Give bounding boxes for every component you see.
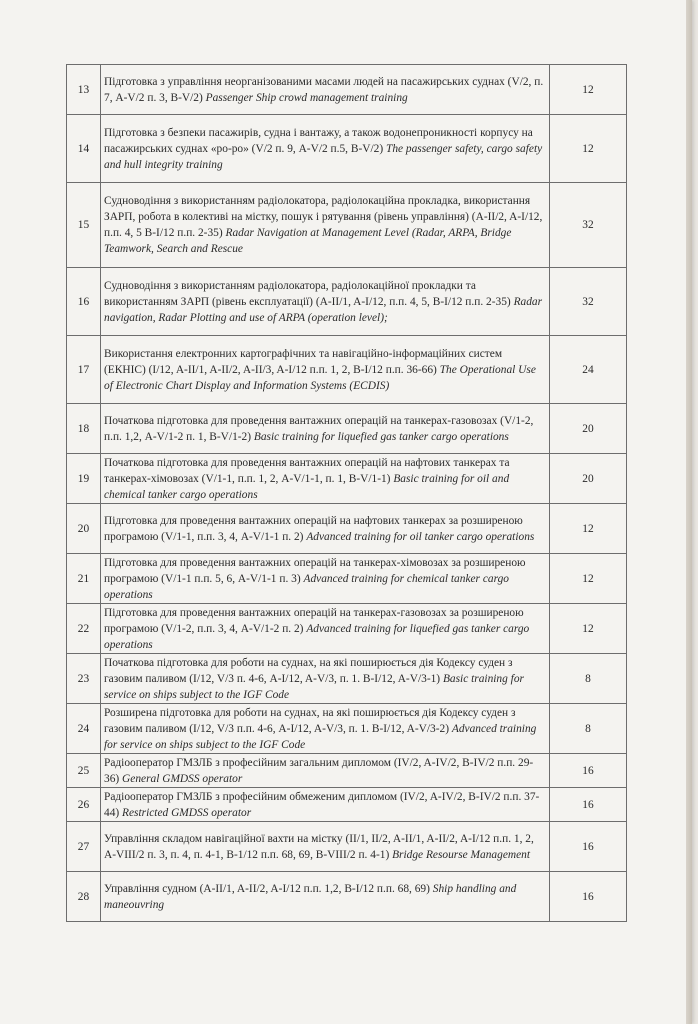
course-description — [101, 183, 550, 268]
course-description — [101, 268, 550, 336]
course-hours: 8 — [550, 704, 627, 754]
table-row — [67, 268, 627, 336]
course-hours: 8 — [550, 654, 627, 704]
course-text: Управління складом навігаційної вахти на містку (II/1, II/2, A-II/1, A-II/2, A-I/12 п.п. 1, 2, A-VIII/2 п. 3, п. 4, п. 4-1, B-1/12 п.п. 68, 69, B-VIII/2 п. 4-1) — [104, 832, 534, 861]
courses-table — [66, 64, 627, 922]
course-description — [101, 822, 550, 872]
table-row — [67, 454, 627, 504]
course-english-title: Advanced training for liquefied gas tanker cargo operations — [104, 622, 530, 651]
course-text: Підготовка з безпеки пасажирів, судна і вантажу, а також водонепроникності корпусу на пасажирських суднах «ро-ро» (V/2 п. 9, A-V/2 п.5, B-V/2) — [104, 126, 533, 155]
course-hours: 16 — [550, 754, 627, 788]
course-text: Підготовка для проведення вантажних операцій на танкерах-газовозах за розширеною програмою (V/1-2, п.п. 3, 4, A-V/1-2 п. 2) — [104, 606, 524, 635]
row-number: 23 — [67, 654, 101, 704]
row-number: 16 — [67, 268, 101, 336]
course-english-title: General GMDSS operator — [122, 772, 243, 785]
course-hours: 12 — [550, 115, 627, 183]
table-row — [67, 554, 627, 604]
row-number: 25 — [67, 754, 101, 788]
row-number: 20 — [67, 504, 101, 554]
course-english-title: Advanced training for service on ships subject to the IGF Code — [104, 722, 537, 751]
row-number: 15 — [67, 183, 101, 268]
course-hours: 16 — [550, 788, 627, 822]
course-text: Підготовка для проведення вантажних операцій на танкерах-хімовозах за розширеною програмою (V/1-1 п.п. 5, 6, A-V/1-1 п. 3) — [104, 556, 526, 585]
table-row — [67, 65, 627, 115]
course-text: Розширена підготовка для роботи на суднах, на які поширюється дія Кодексу суден з газовим паливом (I/12, V/3 п.п. 4-6, A-I/12, A-V/3, п. 1. B-I/12, A-V/3-2) — [104, 706, 516, 735]
courses-table-body — [67, 65, 627, 922]
course-description — [101, 336, 550, 404]
course-english-title: Advanced training for oil tanker cargo operations — [306, 530, 535, 543]
course-description — [101, 554, 550, 604]
table-row — [67, 822, 627, 872]
course-english-title: Bridge Resourse Management — [392, 848, 531, 861]
course-description — [101, 788, 550, 822]
course-description — [101, 504, 550, 554]
course-text: Початкова підготовка для проведення вантажних операцій на нафтових танкерах та танкерах-хімовозах (V/1-1, п.п. 1, 2, A-V/1-1, п. 1, B-V/1-1) — [104, 456, 510, 485]
row-number: 22 — [67, 604, 101, 654]
course-hours: 32 — [550, 268, 627, 336]
course-text: Радіооператор ГМЗЛБ з професійним обмеженим дипломом (IV/2, A-IV/2, B-IV/2 п.п. 37-44) — [104, 790, 540, 819]
course-hours: 16 — [550, 822, 627, 872]
course-description — [101, 872, 550, 922]
row-number: 21 — [67, 554, 101, 604]
table-row — [67, 872, 627, 922]
course-english-title: Radar navigation, Radar Plotting and use of ARPA (operation level); — [104, 295, 543, 324]
course-text: Судноводіння з використанням радіолокатора, радіолокаційної прокладки та використанням ЗАРП (рівень експлуатації) (A-II/1, A-I/12, п.п. 4, 5, B-I/12 п.п. 2-35) — [104, 279, 514, 308]
course-english-title: Restricted GMDSS operator — [122, 806, 252, 819]
course-text: Радіооператор ГМЗЛБ з професійним загальним дипломом (IV/2, A-IV/2, B-IV/2 п.п. 29-36) — [104, 756, 534, 785]
course-hours: 12 — [550, 604, 627, 654]
row-number: 26 — [67, 788, 101, 822]
course-english-title: Basic training for service on ships subject to the IGF Code — [104, 672, 524, 701]
course-hours: 20 — [550, 404, 627, 454]
row-number: 19 — [67, 454, 101, 504]
course-text: Початкова підготовка для роботи на суднах, на які поширюється дія Кодексу суден з газовим паливом (I/12, V/3 п. 4-6, A-I/12, A-V/3, п. 1. B-I/12, A-V/3-1) — [104, 656, 513, 685]
row-number: 27 — [67, 822, 101, 872]
table-row — [67, 654, 627, 704]
course-hours: 12 — [550, 554, 627, 604]
row-number: 14 — [67, 115, 101, 183]
course-description — [101, 65, 550, 115]
course-english-title: Advanced training for chemical tanker cargo operations — [104, 572, 509, 601]
table-row — [67, 115, 627, 183]
row-number: 28 — [67, 872, 101, 922]
course-english-title: Basic training for oil and chemical tanker cargo operations — [104, 472, 510, 501]
table-row — [67, 404, 627, 454]
course-hours: 12 — [550, 504, 627, 554]
table-row — [67, 788, 627, 822]
course-text: Управління судном (A-II/1, A-II/2, A-I/12 п.п. 1,2, B-I/12 п.п. 68, 69) — [104, 882, 433, 895]
table-row — [67, 504, 627, 554]
course-description — [101, 754, 550, 788]
course-english-title: The Operational Use of Electronic Chart Display and Information Systems (ECDIS) — [104, 363, 536, 392]
table-row — [67, 754, 627, 788]
course-text: Судноводіння з використанням радіолокатора, радіолокаційна прокладка, використання ЗАРП, робота в колективі на містку, пошук і рятування (рівень управління) (A-II/2, A-I/12, п.п. 4, 5 B-I/12 п.п. 2-35) — [104, 195, 543, 239]
row-number: 18 — [67, 404, 101, 454]
course-english-title: Passenger Ship crowd management training — [205, 91, 408, 104]
course-english-title: Radar Navigation at Management Level (Radar, ARPA, Bridge Teamwork, Search and Rescue — [104, 227, 512, 255]
table-row — [67, 336, 627, 404]
row-number: 13 — [67, 65, 101, 115]
course-text: Підготовка з управління неорганізованими масами людей на пасажирських суднах (V/2, п. 7, A-V/2 п. 3, B-V/2) — [104, 75, 544, 104]
page-edge — [686, 0, 692, 1024]
course-hours: 32 — [550, 183, 627, 268]
course-english-title: Basic training for liquefied gas tanker cargo operations — [253, 430, 509, 443]
course-hours: 16 — [550, 872, 627, 922]
course-description — [101, 404, 550, 454]
course-hours: 24 — [550, 336, 627, 404]
course-text: Використання електронних картографічних та навігаційно-інформаційних систем (ЕКНІС) (I/12, A-II/1, A-II/2, A-II/3, A-I/12 п.п. 1, 2, B-I/12 п.п. 36-66) — [104, 347, 503, 376]
course-english-title: The passenger safety, cargo safety and hull integrity training — [104, 142, 543, 171]
course-hours: 12 — [550, 65, 627, 115]
course-text: Підготовка для проведення вантажних операцій на нафтових танкерах за розширеною програмою (V/1-1, п.п. 3, 4, A-V/1-1 п. 2) — [104, 514, 523, 543]
row-number: 24 — [67, 704, 101, 754]
course-description — [101, 115, 550, 183]
course-description — [101, 654, 550, 704]
course-english-title: Ship handling and maneouvring — [104, 882, 517, 911]
course-description — [101, 604, 550, 654]
course-description — [101, 704, 550, 754]
row-number: 17 — [67, 336, 101, 404]
course-text: Початкова підготовка для проведення вантажних операцій на танкерах-газовозах (V/1-2, п.п. 1,2, A-V/1-2 п. 1, B-V/1-2) — [104, 414, 534, 443]
table-row — [67, 704, 627, 754]
course-description — [101, 454, 550, 504]
table-row — [67, 604, 627, 654]
course-hours: 20 — [550, 454, 627, 504]
table-row — [67, 183, 627, 268]
